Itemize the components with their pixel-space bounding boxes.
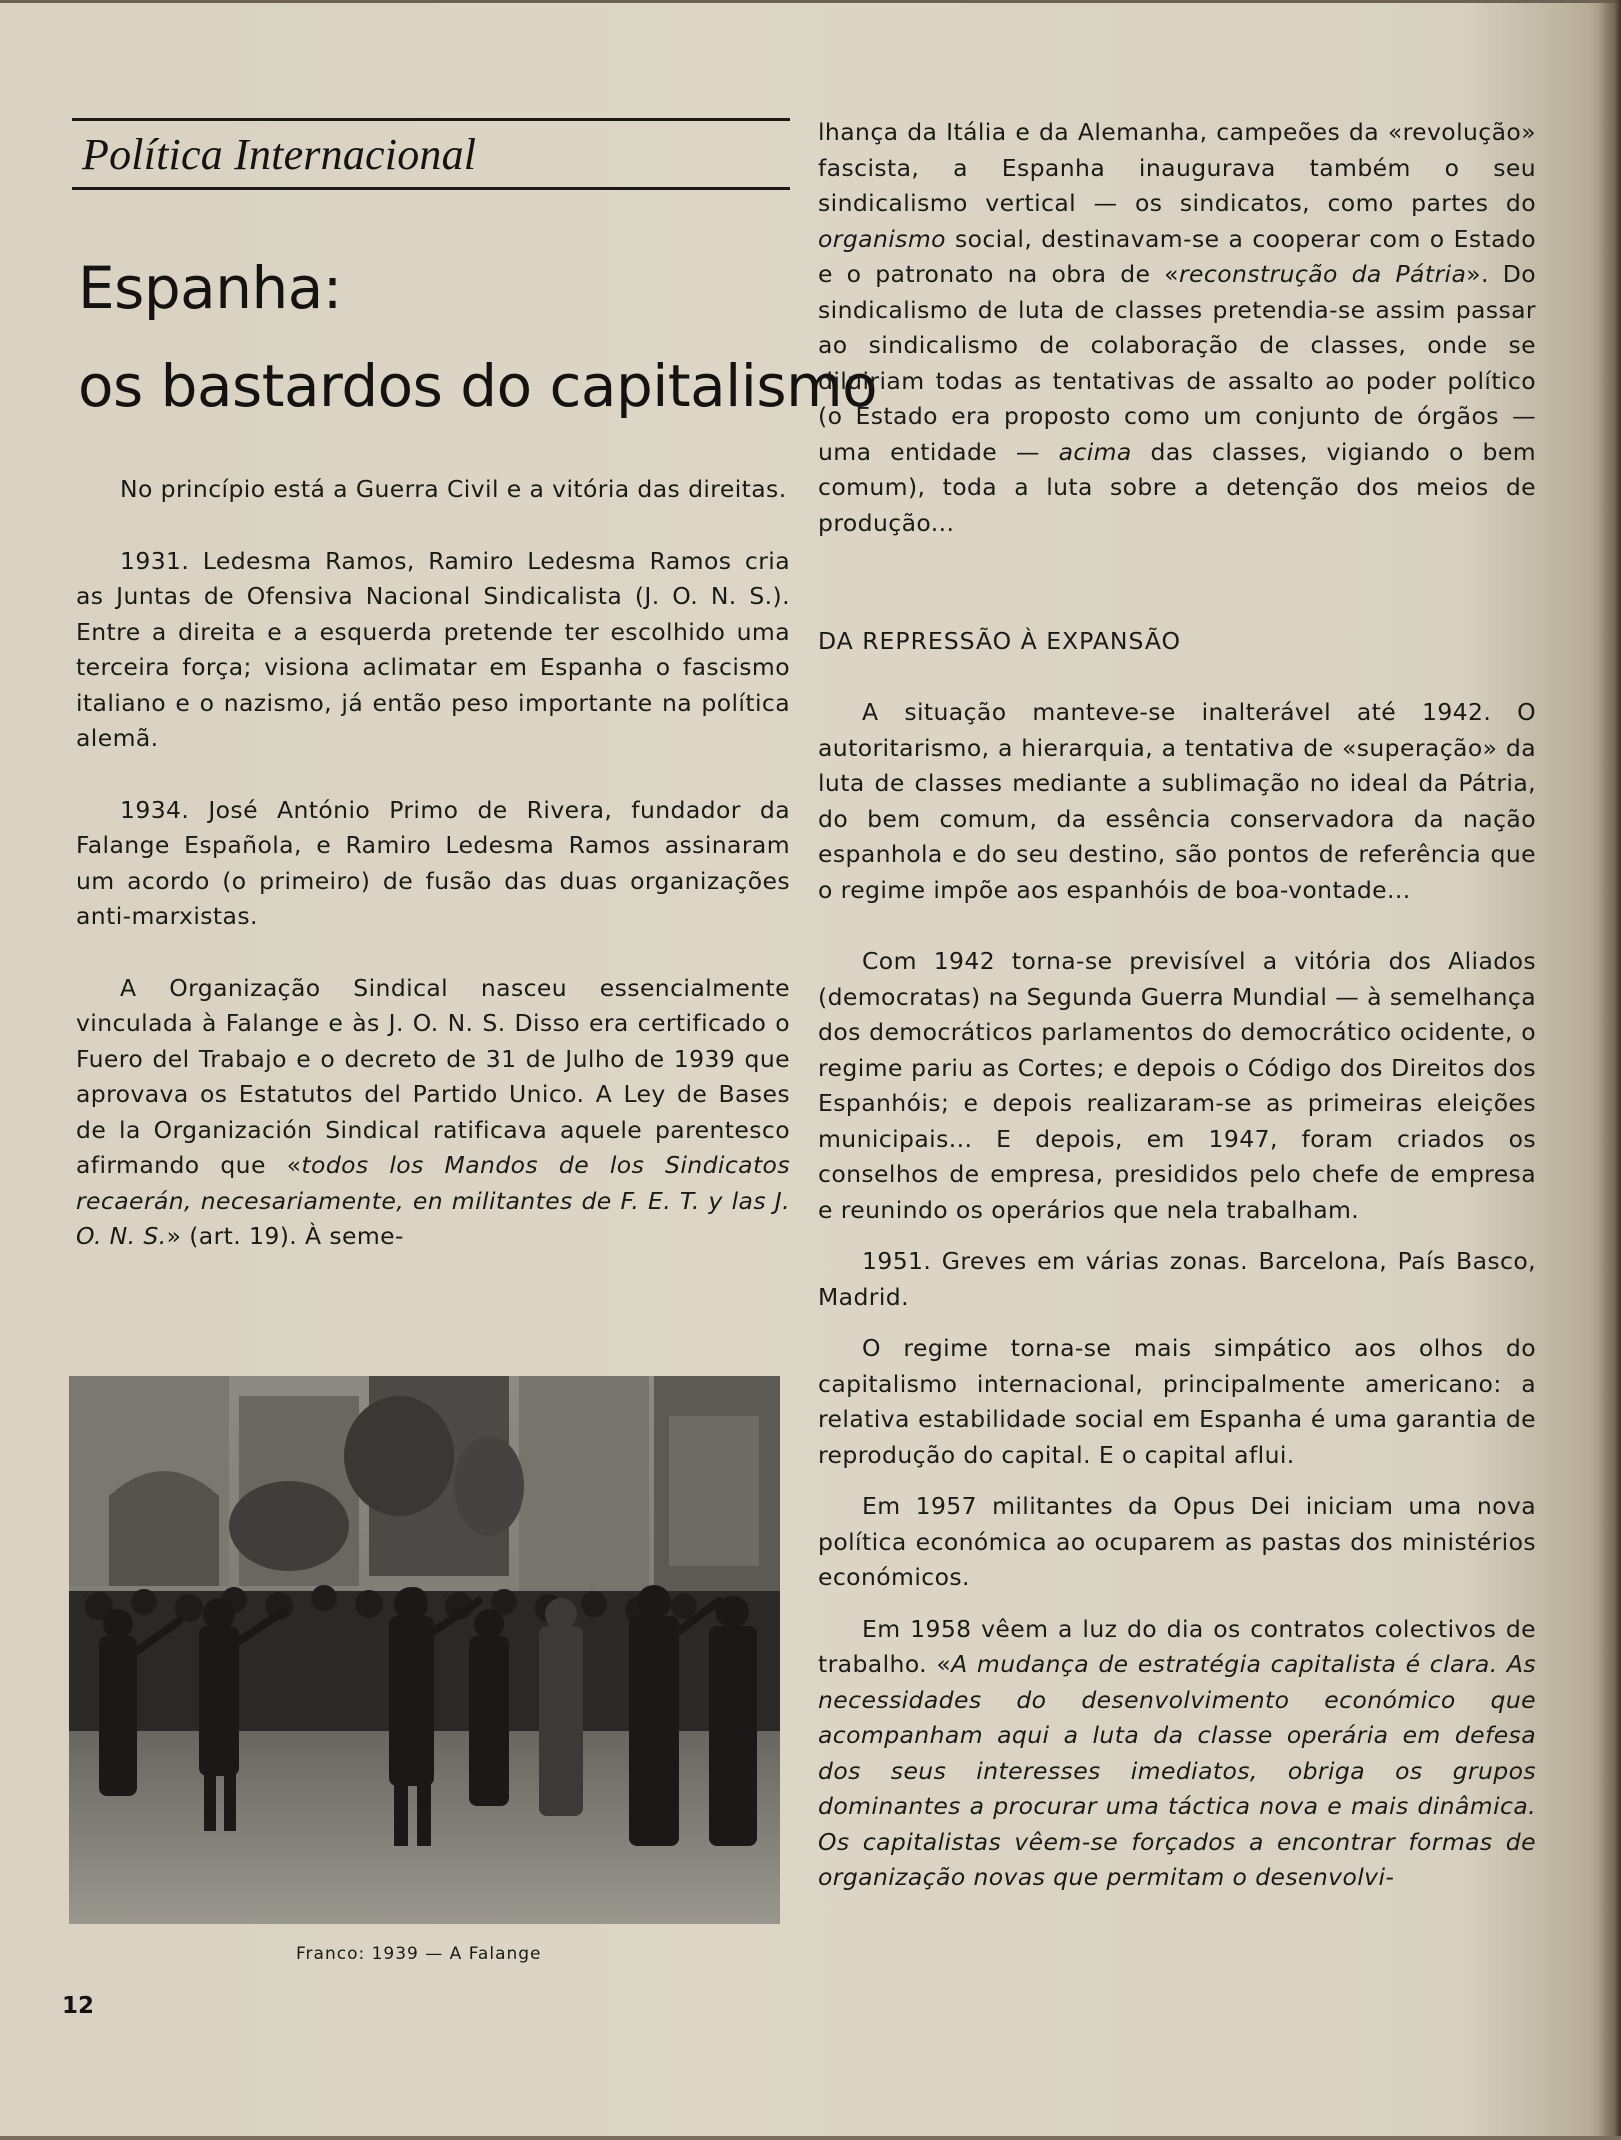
section-header [72, 118, 790, 190]
paragraph-text: ». Do sindicalismo de luta de classes pretendia-se assim passar ao sindicalismo de colaboração de classes, onde se diluiriam todas as tentativas de assalto ao poder político (o Estado era proposto como um conjunto de órgãos — uma entidade — [818, 260, 1536, 466]
page-bottom-edge [0, 2136, 1621, 2140]
paragraph-1958 [818, 1612, 1536, 1896]
paragraph-1931: 1931. Ledesma Ramos, Ramiro Ledesma Ramos cria as Juntas de Ofensiva Nacional Sindicalista (J. O. N. S.). Entre a direita e a esquerda pretende ter escolhido uma terceira força; visiona aclimatar em Espanha o fascismo italiano e o nazismo, já então peso importante na política alemã. [76, 546, 790, 752]
historical-photo [69, 1376, 780, 1924]
falange-parade-photo-icon [69, 1376, 780, 1924]
paragraph-1951: 1951. Greves em várias zonas. Barcelona, País Basco, Madrid. [818, 1247, 1536, 1311]
paragraph-text: A Organização Sindical nasceu essencialmente vinculada à Falange e às J. O. N. S. Disso era certificado o Fuero del Trabajo e o decreto de 31 de Julho de 1939 que aprovava os Estatutos del Partido Unico. A Ley de Bases de la Organización Sindical ratificava aquele parentesco afirmando que « [76, 973, 790, 1179]
emphasis-text: reconstrução da Pátria [1178, 260, 1467, 288]
subheading: DA REPRESSÃO À EXPANSÃO [818, 627, 1181, 655]
intro-paragraph: No princípio está a Guerra Civil e a vitória das direitas. [120, 475, 787, 503]
paragraph-text: social, destinavam-se a cooperar com o Estado e o patronato na obra de « [818, 224, 1536, 288]
page-binding-shadow [1599, 0, 1621, 2140]
page-top-edge [0, 0, 1621, 3]
photo-caption: Franco: 1939 — A Falange [296, 1944, 542, 1964]
emphasis-text: organismo [818, 224, 946, 253]
emphasis-text: acima [1058, 437, 1132, 466]
paragraph-aliados: Com 1942 torna-se previsível a vitória dos Aliados (democratas) na Segunda Guerra Mundial — à semelhança dos democráticos parlamentos do democrático ocidente, o regime pariu as Cortes; e depois o Código dos Direitos dos Espanhóis; e depois realizaram-se as primeiras eleições municipais... E depois, em 1947, foram criados os conselhos de empresa, presididos pelo chefe de empresa e reunindo os operários que nela trabalham. [818, 947, 1536, 1224]
paragraph-1942: A situação manteve-se inalterável até 1942. O autoritarismo, a hierarquia, a tentativa de «superação» da luta de classes mediante a sublimação no ideal da Pátria, do bem comum, da essência conservadora da nação espanhola e do seu destino, são pontos de referência que o regime impõe aos espanhóis de boa-vontade... [818, 698, 1536, 904]
article-title-line2: os bastardos do capitalismo [78, 352, 878, 420]
paragraph-organizacao-sindical [72, 971, 790, 1255]
paragraph-text: lhança da Itália e da Alemanha, campeões da «revolução» fascista, a Espanha inaugurava também o seu sindicalismo vertical — os sindicatos, como partes do [818, 118, 1536, 217]
paragraph-text: das classes, vigiando o bem comum), toda a luta sobre a detenção dos meios de produção... [818, 437, 1536, 537]
left-column [72, 118, 878, 1255]
paragraph-1934: 1934. José António Primo de Rivera, fundador da Falange Española, e Ramiro Ledesma Ramos assinaram um acordo (o primeiro) de fusão das duas organizações anti-marxistas. [76, 795, 790, 930]
page-number: 12 [62, 1993, 95, 2019]
quote-text: A mudança de estratégia capitalista é clara. As necessidades do desenvolvimento económico que acompanham aqui a luta da classe operária em defesa dos seus interesses imediatos, obriga os grupos dominantes a procurar uma táctica nova e mais dinâmica. Os capitalistas vêem-se forçados a encontrar formas de organização novas que permitam o desenvolvi- [818, 1650, 1536, 1891]
section-label: Política Internacional [82, 130, 477, 179]
quote-text: todos los Mandos de los Sindicatos recaerán, necesariamente, en militantes de F. E. T. y las J. O. N. S. [76, 1151, 790, 1250]
paragraph-continuation [818, 115, 1536, 541]
paragraph-capitalismo-internacional: O regime torna-se mais simpático aos olhos do capitalismo internacional, principalmente americano: a relativa estabilidade social em Espanha é uma garantia de reprodução do capital. E o capital aflui. [818, 1334, 1536, 1469]
article-title-line1: Espanha: [78, 254, 342, 322]
right-column [818, 115, 1536, 1896]
paragraph-1957: Em 1957 militantes da Opus Dei iniciam uma nova política económica ao ocuparem as pastas dos ministérios económicos. [818, 1492, 1536, 1591]
paragraph-text: Em 1958 vêem a luz do dia os contratos colectivos de trabalho. « [818, 1614, 1536, 1678]
paragraph-text: » (art. 19). À seme- [166, 1222, 404, 1250]
